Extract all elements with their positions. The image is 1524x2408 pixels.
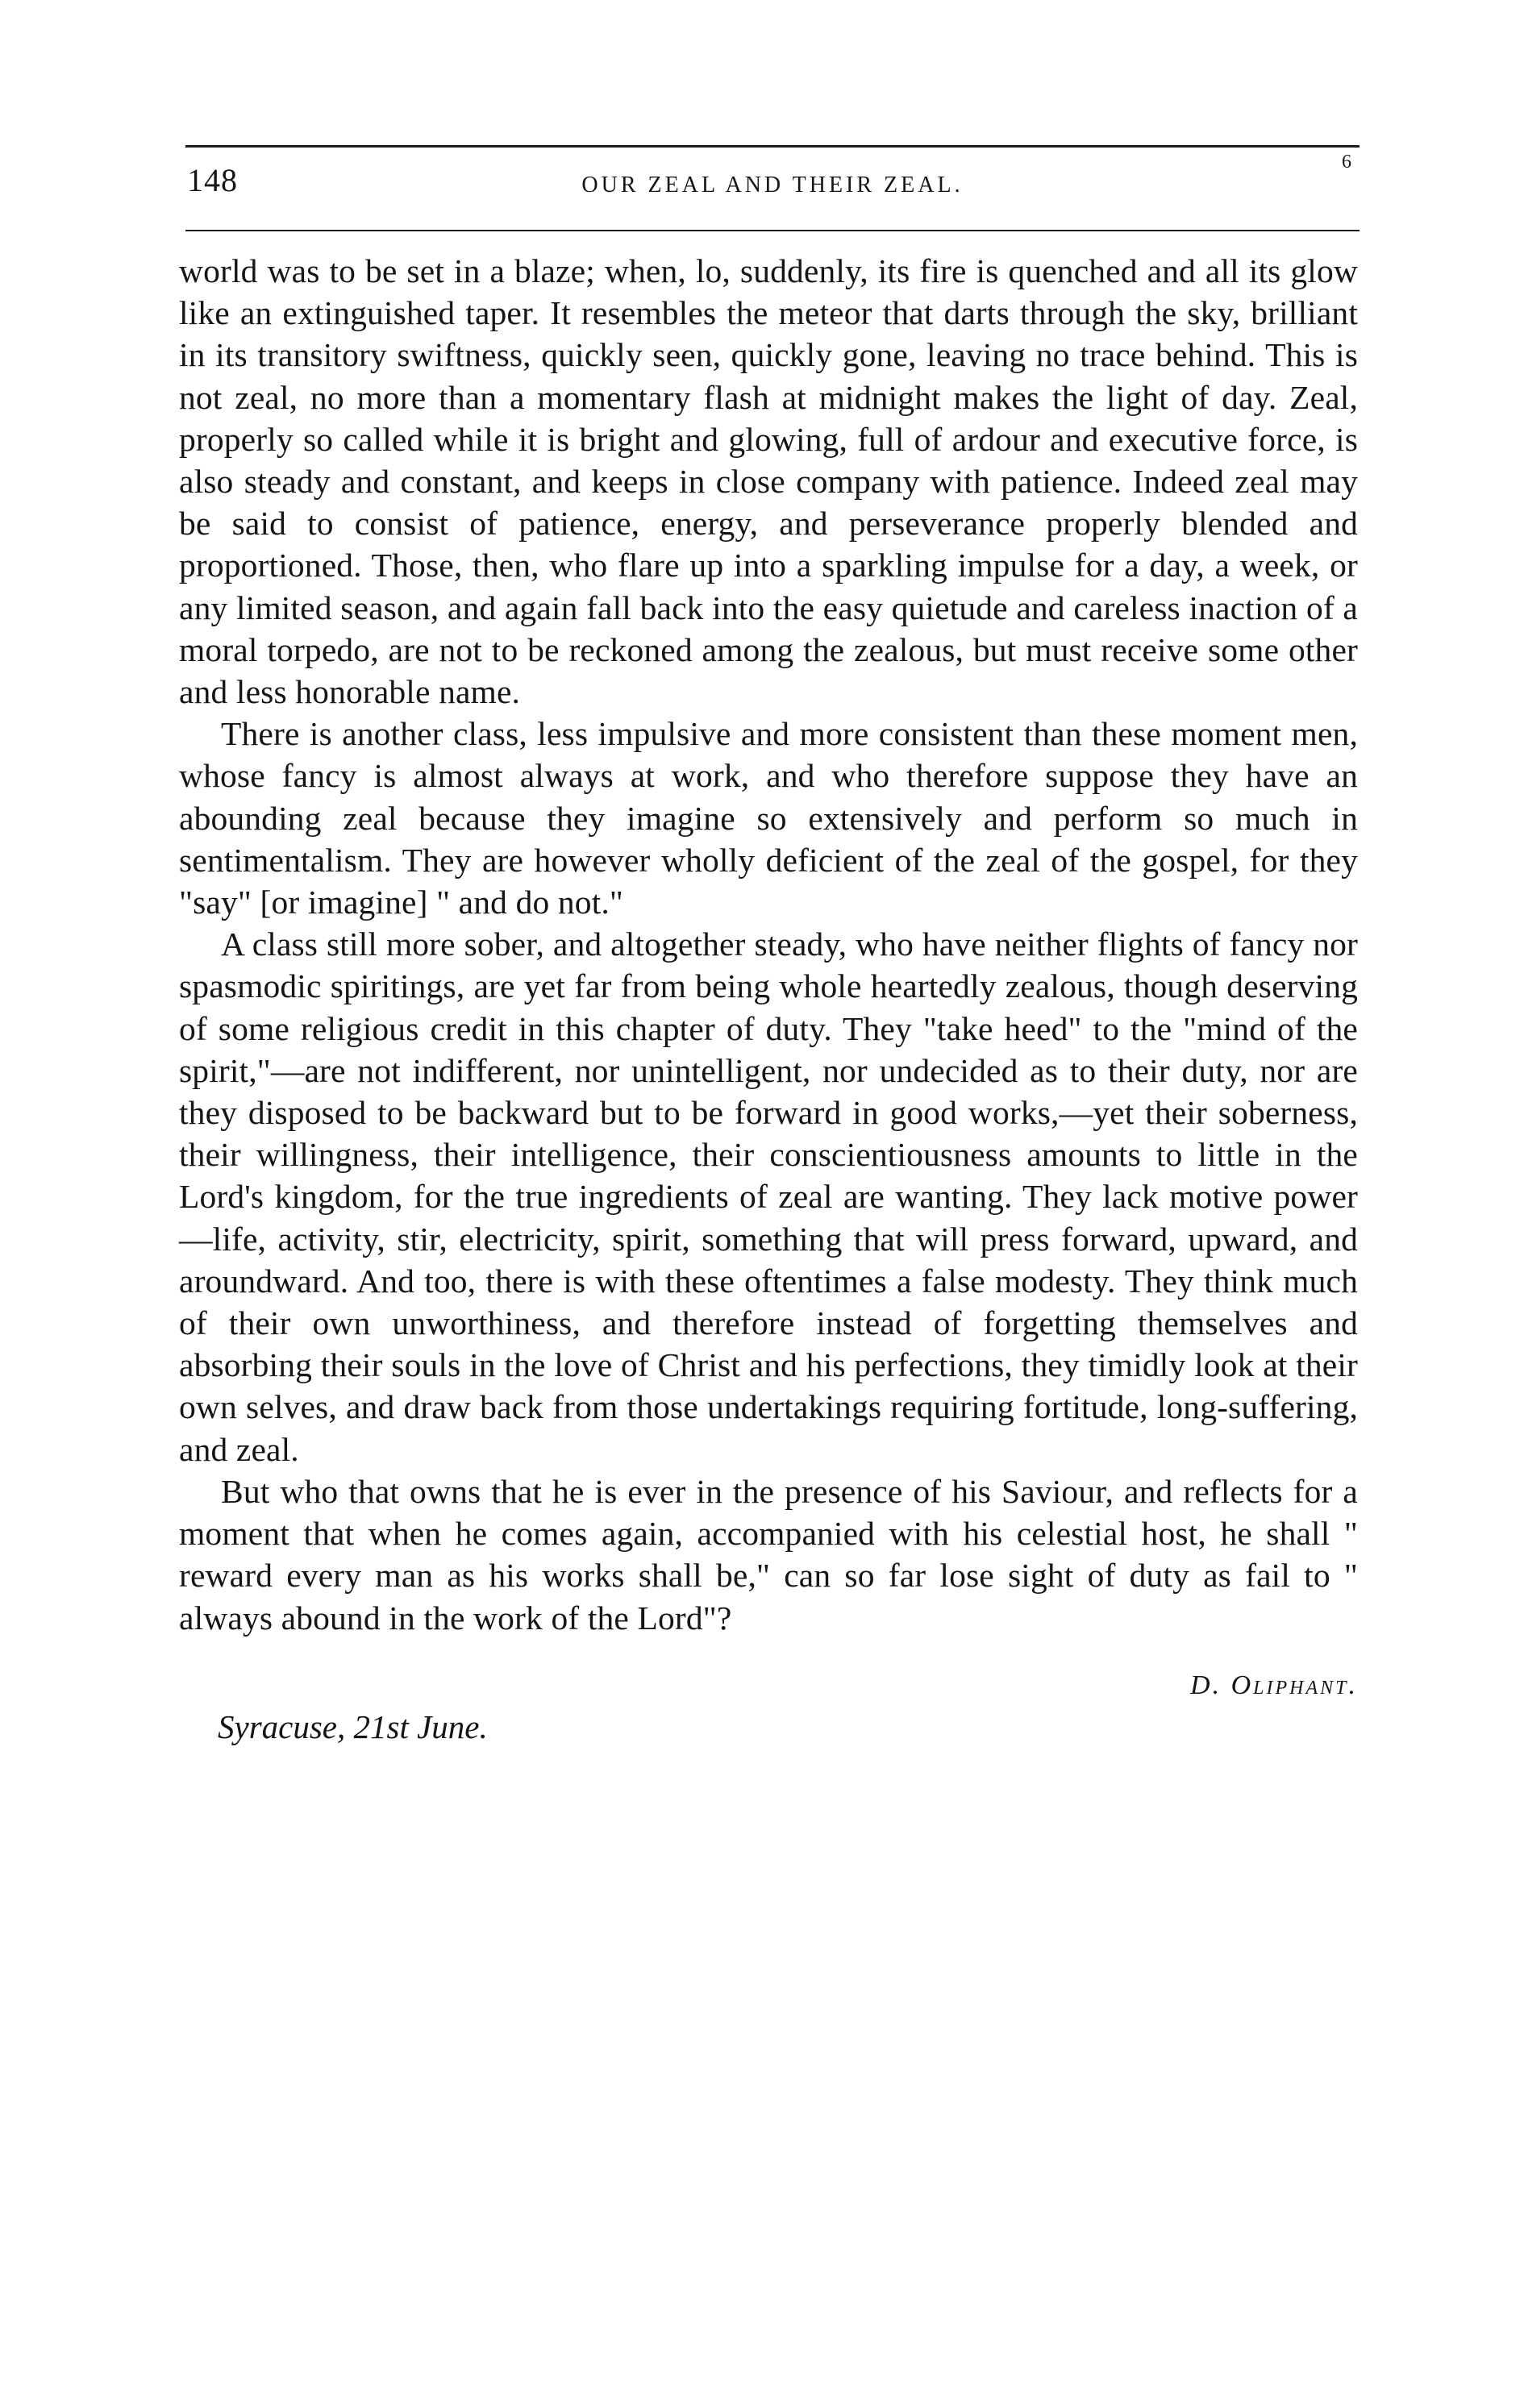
paragraph-1: world was to be set in a blaze; when, lo, suddenly, its fire is quenched and all its glow like an extinguished taper. It resembles the meteor that darts through the sky, brilliant in its transitory swiftness, quickly seen, quickly gone, leaving no trace behind. This is not zeal, no more than a momentary flash at midnight makes the light of day. Zeal, properly so called while it is bright and glowing, full of ardour and executive force, is also steady and constant, and keeps in close company with patience. Indeed zeal may be said to consist of patience, energy, and perseverance properly blended and proportioned. Those, then, who flare up into a sparkling impulse for a day, a week, or any limited season, and again fall back into the easy quietude and careless inaction of a moral torpedo, are not to be reckoned among the zealous, but must receive some other and less honorable name. <box>179 252 1358 711</box>
paragraph-3: A class still more sober, and altogether steady, who have neither flights of fancy nor spasmodic spiritings, are yet far from being whole heartedly zealous, though deserving of some religious credit in this chapter of duty. They "take heed" to the "mind of the spirit,"—are not indifferent, nor unintelligent, nor undecided as to their duty, nor are they disposed to be backward but to be forward in good works,—yet their soberness, their willingness, their intelligence, their conscientiousness amounts to little in the Lord's kingdom, for the true ingredients of zeal are wanting. They lack motive power—life, activity, stir, electricity, spirit, something that will press forward, upward, and aroundward. And too, there is with these oftentimes a false modesty. They think much of their own unworthiness, and therefore instead of forgetting themselves and absorbing their souls in the love of Christ and his perfections, they timidly look at their own selves, and draw back from those undertakings requiring fortitude, long-suffering, and zeal. <box>179 925 1358 1468</box>
dateline: Syracuse, 21st June. <box>218 1708 488 1745</box>
paragraph-2: There is another class, less impulsive and more consistent than these moment men, whose fancy is almost always at work, and who therefore suppose they have an abounding zeal because they imagine so extensively and perform so much in sentimentalism. They are however wholly deficient of the zeal of the gospel, for they "say" [or imagine] " and do not." <box>179 715 1358 921</box>
header-bottom-rule <box>185 230 1360 231</box>
signoff <box>179 1662 1358 1711</box>
page-header <box>187 152 1358 214</box>
author-signature: D. Oliphant. <box>1190 1670 1358 1700</box>
paragraph-4: But who that owns that he is ever in the presence of his Saviour, and reflects for a moment that when he comes again, accompanied with his celestial host, he shall " reward every man as his works shall be," can so far lose sight of duty as fail to " always abound in the work of the Lord"? <box>179 1472 1358 1637</box>
corner-mark: 6 <box>1342 152 1351 173</box>
header-top-rule <box>185 145 1360 148</box>
article-body <box>179 250 1358 1639</box>
page-number: 148 <box>187 162 238 198</box>
running-title: OUR ZEAL AND THEIR ZEAL. <box>581 173 964 198</box>
